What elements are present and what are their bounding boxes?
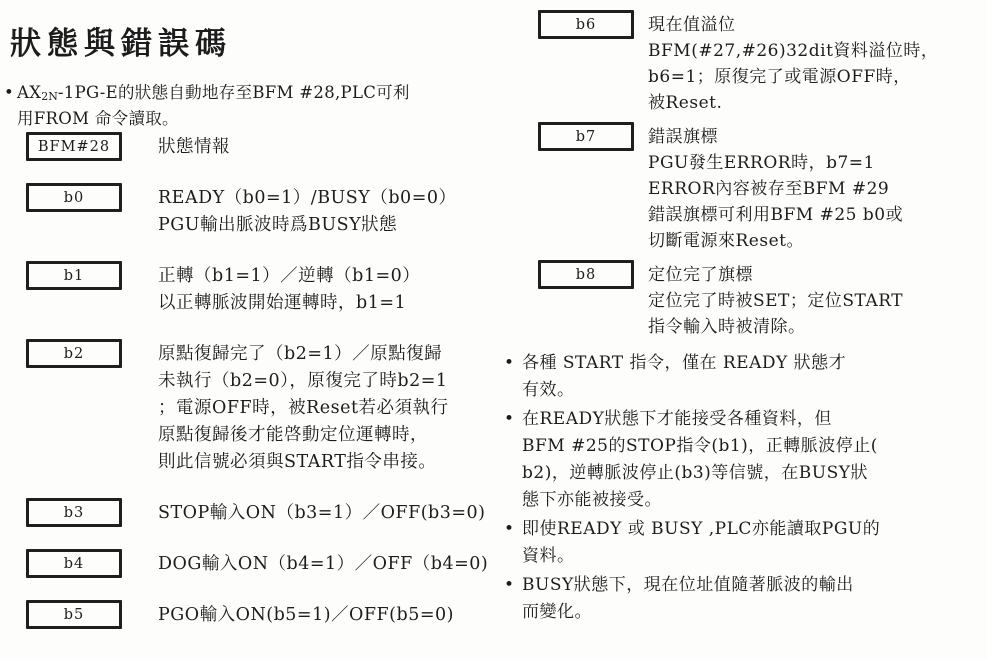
bit-label: b8 [575,266,597,283]
bit-desc-line: b6=1；原復完了或電源OFF時， [648,67,911,87]
right-column [494,0,987,628]
bit-desc-line: PGO輸入ON(b5=1)／OFF(b5=0) [158,605,454,625]
bit-desc-line: READY（b0=1）/BUSY（b0=0） [158,188,457,208]
bit-desc-line: 則此信號必須與START指令串接。 [158,452,437,472]
model-subscript: 2N [41,90,58,103]
bit-label-box [26,339,122,368]
bit-label-box [26,498,122,527]
bit-description [158,498,486,527]
note-line: 有效。 [522,380,575,400]
note-line: b2)，逆轉脈波停止(b3)等信號，在BUSY狀 [522,463,868,483]
bit-label: b6 [575,16,597,33]
status-info-label: 狀態情報 [158,137,230,157]
status-bits-left [0,183,492,629]
page-title: 狀態與錯誤碼 [10,26,232,62]
note-text [522,350,846,404]
intro-line-1-text: -1PG-E的狀態自動地存至BFM #28,PLC可利 [57,83,410,102]
bit-desc-line: 被Reset. [648,93,723,113]
bullet-marker: • [504,575,515,595]
bit-desc-line: 原點復歸完了（b2=1）／原點復歸 [158,344,443,364]
note-item [504,516,987,570]
bit-desc-line: BFM(#27,#26)32dit資料溢位時， [648,41,939,61]
bit-desc-line: PGU發生ERROR時，b7=1 [648,153,875,173]
bit-entry [26,600,492,629]
note-item [504,406,987,514]
bit-desc-line: 以正轉脈波開始運轉時，b1=1 [158,293,407,313]
bit-desc-line: 切斷電源來Reset。 [648,231,804,251]
bit-description [648,260,903,340]
bit-desc-line: 定位完了時被SET；定位START [648,291,904,311]
bit-label: b3 [63,504,85,521]
bit-desc-line: 指令輸入時被清除。 [648,317,806,337]
bit-entry [538,10,987,116]
bfm-label: BFM#28 [37,138,111,155]
bullet-marker: • [4,83,15,102]
bit-description [158,183,457,239]
bit-desc-line: 定位完了旗標 [648,265,753,285]
bullet-marker: • [504,519,515,539]
note-line: BUSY狀態下，現在位址值隨著脈波的輸出 [522,575,854,595]
note-line: 在READY狀態下才能接受各種資料，但 [522,409,832,429]
bfm-label-box [26,132,122,161]
bit-entry [538,260,987,340]
bfm-entry [26,132,492,161]
intro-line-2: 用FROM 命令讀取。 [17,109,179,128]
bit-desc-line: 原點復歸後才能啓動定位運轉時， [158,425,428,445]
bit-desc-line: 正轉（b1=1）／逆轉（b1=0） [158,266,421,286]
bit-label-box [26,261,122,290]
bit-desc-line: STOP輸入ON（b3=1）／OFF(b3=0) [158,503,486,523]
bit-label: b0 [63,189,85,206]
bit-desc-line: 錯誤旗標可利用BFM #25 b0或 [648,205,904,225]
note-item [504,572,987,626]
bit-description [158,549,488,578]
bit-description [648,10,938,116]
bit-label-box [538,122,634,151]
bit-entry [26,261,492,317]
bit-label-box [26,600,122,629]
model-name: AX [17,83,42,102]
bit-desc-line: DOG輸入ON（b4=1）／OFF（b4=0) [158,554,489,574]
bit-description [648,122,903,254]
bit-description [158,261,420,317]
bit-entry [26,549,492,578]
bit-label: b2 [63,345,85,362]
note-line: 即使READY 或 BUSY ,PLC亦能讀取PGU的 [522,519,881,539]
intro-text [17,82,410,130]
note-text [522,406,878,514]
note-line: 各種 START 指令，僅在 READY 狀態才 [522,353,847,373]
note-text [522,516,880,570]
bit-entry [26,498,492,527]
bfm-description [158,132,230,161]
bit-label: b7 [575,128,597,145]
bullet-marker: • [504,353,515,373]
left-column [0,0,492,629]
bit-label: b5 [63,606,85,623]
note-text [522,572,854,626]
bit-entry [538,122,987,254]
intro-note [4,82,492,130]
bit-label-box [538,10,634,39]
bit-label-box [26,549,122,578]
bit-desc-line: ；電源OFF時，被Reset若必須執行 [158,398,449,418]
bit-label: b4 [63,555,85,572]
bit-description [158,339,449,476]
bit-description [158,600,454,629]
bit-entry [26,339,492,476]
notes-list [504,350,987,626]
bit-desc-line: 未執行（b2=0），原復完了時b2=1 [158,371,448,391]
note-line: 而變化。 [522,602,592,622]
bit-label-box [26,183,122,212]
status-bits-right [494,10,987,340]
note-line: 資料。 [522,546,575,566]
bit-desc-line: PGU輸出脈波時爲BUSY狀態 [158,215,398,235]
bit-label: b1 [63,267,85,284]
bit-desc-line: 現在值溢位 [648,15,736,35]
bit-desc-line: ERROR內容被存至BFM #29 [648,179,890,199]
intro-line-1 [17,82,410,108]
note-line: BFM #25的STOP指令(b1)，正轉脈波停止( [522,436,878,456]
bit-label-box [538,260,634,289]
bit-desc-line: 錯誤旗標 [648,127,718,147]
bit-entry [26,183,492,239]
bullet-marker: • [504,409,515,429]
note-item [504,350,987,404]
note-line: 態下亦能被接受。 [522,490,662,510]
